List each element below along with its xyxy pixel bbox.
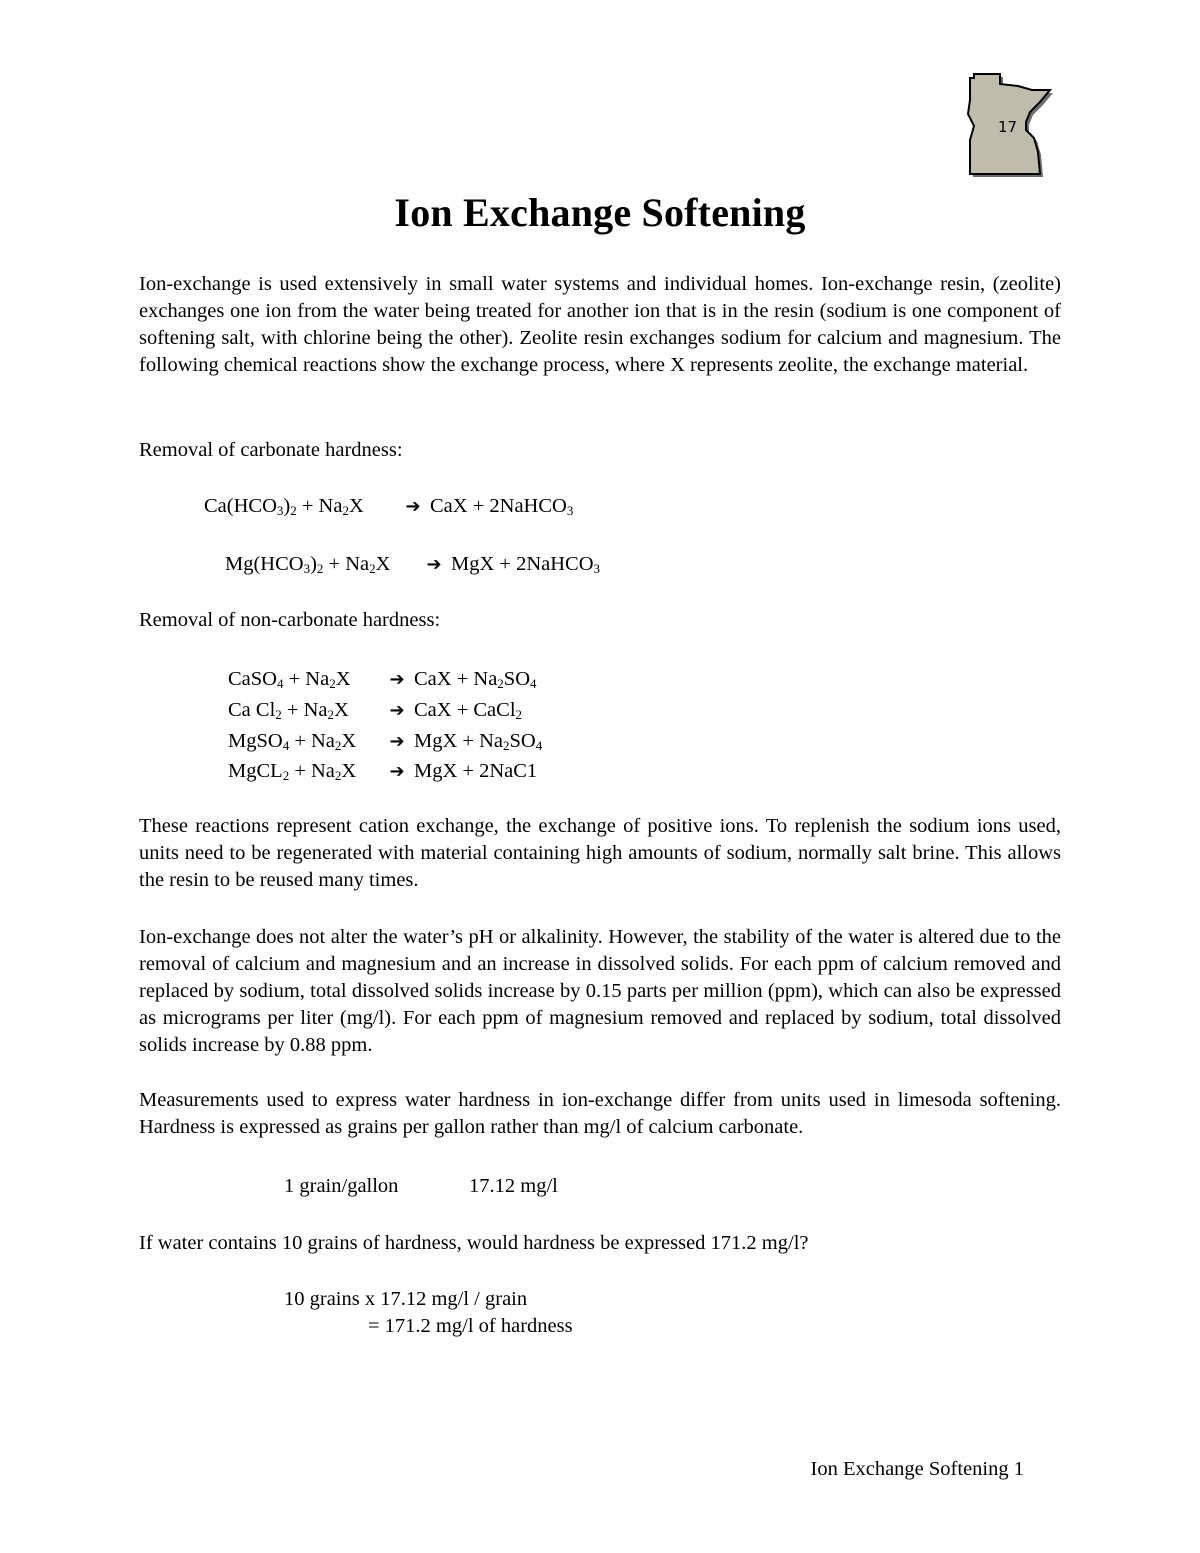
- conversion-left: 1 grain/gallon: [284, 1175, 399, 1197]
- reactant-text: + Na: [289, 760, 335, 782]
- reactant-text: ): [310, 553, 317, 575]
- reactant-text: MgSO: [228, 730, 283, 752]
- product-text: CaX + 2NaHCO: [430, 495, 567, 517]
- equation-reactants: [228, 664, 386, 694]
- equation-noncarbonate-1: [228, 664, 537, 695]
- intro-paragraph: Ion-exchange is used extensively in small water systems and individual homes. Ion-exchange resin, (zeolite) exchanges one ion from the water being treated for another ion that is in the resin (sodium is one component of softening salt, with chlorine being the other). Zeolite resin exchanges sodium for calcium and magnesium. The following chemical reactions show the exchange process, where X represents zeolite, the exchange material.: [139, 273, 1061, 376]
- product-text: SO: [509, 730, 536, 752]
- product-text: SO: [503, 668, 531, 690]
- reactant-text: Ca Cl: [228, 699, 276, 721]
- product-subscript: 2: [515, 707, 523, 722]
- calculation-line-2: = 171.2 mg/l of hardness: [368, 1315, 573, 1337]
- reactant-subscript: 2: [290, 503, 297, 518]
- reactant-text: + Na: [296, 495, 343, 517]
- badge-number: 17: [998, 118, 1018, 136]
- product-subscript: 3: [593, 561, 601, 576]
- reactant-text: + Na: [289, 730, 335, 752]
- ph-alkalinity-paragraph: Ion-exchange does not alter the water’s pH or alkalinity. However, the stability of the water is altered due to the removal of calcium and magnesium and an increase in dissolved solids. For each ppm of calcium removed and replaced by sodium, total dissolved solids increase by 0.15 parts per million (ppm), which can also be expressed as micrograms per liter (mg/l). For each ppm of magnesium removed and replaced by sodium, total dissolved solids increase by 0.88 ppm.: [139, 926, 1061, 1056]
- product-subscript: 2: [497, 676, 504, 691]
- equation-noncarbonate-4: [228, 756, 537, 787]
- reactant-text: Ca(HCO: [204, 495, 277, 517]
- reactant-text: X: [341, 760, 357, 782]
- reactant-subscript: 2: [275, 707, 282, 722]
- arrow-right-icon: ➔: [389, 700, 405, 721]
- product-subscript: 3: [566, 503, 574, 518]
- equation-products: [414, 756, 537, 786]
- conversion-right: 17.12 mg/l: [469, 1175, 558, 1197]
- product-text: MgX + 2NaC1: [414, 760, 538, 782]
- reactant-text: MgCL: [228, 760, 283, 782]
- reactant-subscript: 2: [327, 707, 334, 722]
- reactant-subscript: 2: [369, 561, 376, 576]
- reactant-text: X: [348, 495, 364, 517]
- reactant-text: CaSO: [228, 668, 277, 690]
- reactant-subscript: 4: [276, 676, 284, 691]
- equation-products: [414, 726, 542, 756]
- reactant-subscript: 2: [334, 738, 342, 753]
- reactant-text: X: [335, 668, 351, 690]
- equation-carbonate-calcium: [204, 491, 573, 522]
- reactant-text: X: [341, 730, 357, 752]
- measurement-units-paragraph: Measurements used to express water hardness in ion-exchange differ from units used in limesoda softening. Hardness is expressed as grains per gallon rather than mg/l of calcium carbonate.: [139, 1089, 1061, 1138]
- equation-products: [414, 695, 522, 725]
- equation-reactants: [204, 491, 402, 521]
- equation-noncarbonate-2: [228, 695, 522, 726]
- page-title: Ion Exchange Softening: [394, 190, 806, 235]
- product-text: MgX + 2NaHCO: [451, 553, 594, 575]
- minnesota-shape-icon: [960, 70, 1060, 178]
- reactant-subscript: 4: [282, 738, 290, 753]
- product-text: MgX + Na: [414, 730, 503, 752]
- product-subscript: 4: [530, 676, 537, 691]
- equation-reactants: [225, 549, 423, 579]
- reactant-text: + Na: [283, 668, 330, 690]
- reactant-subscript: 2: [334, 768, 342, 783]
- reactant-text: ): [283, 495, 291, 517]
- reactant-text: X: [375, 553, 391, 575]
- equation-products: [414, 664, 537, 694]
- cation-exchange-paragraph: These reactions represent cation exchange, the exchange of positive ions. To replenish the sodium ions used, units need to be regenerated with material containing high amounts of sodium, normally salt brine. This allows the resin to be reused many times.: [139, 815, 1061, 891]
- calculation-line-1: 10 grains x 17.12 mg/l / grain: [284, 1288, 528, 1310]
- reactant-subscript: 2: [282, 768, 290, 783]
- reactant-subscript: 2: [316, 561, 324, 576]
- arrow-right-icon: ➔: [426, 554, 442, 575]
- product-subscript: 4: [535, 738, 543, 753]
- equation-reactants: [228, 756, 386, 786]
- product-text: CaX + Na: [414, 668, 498, 690]
- reactant-subscript: 3: [303, 561, 311, 576]
- noncarbonate-heading: Removal of non-carbonate hardness:: [139, 609, 441, 631]
- equation-reactants: [228, 695, 386, 725]
- reactant-subscript: 3: [276, 503, 284, 518]
- arrow-right-icon: ➔: [389, 731, 405, 752]
- reactant-text: + Na: [281, 699, 328, 721]
- arrow-right-icon: ➔: [405, 496, 421, 517]
- product-subscript: 2: [503, 738, 510, 753]
- equation-products: [451, 549, 600, 579]
- arrow-right-icon: ➔: [389, 761, 405, 782]
- equation-products: [430, 491, 573, 521]
- carbonate-heading: Removal of carbonate hardness:: [139, 439, 403, 461]
- reactant-text: Mg(HCO: [225, 553, 304, 575]
- reactant-text: X: [334, 699, 349, 721]
- product-text: CaX + CaCl: [414, 699, 516, 721]
- equation-carbonate-magnesium: [225, 549, 600, 580]
- minnesota-map-badge: [960, 70, 1060, 178]
- reactant-text: + Na: [323, 553, 370, 575]
- question-line: If water contains 10 grains of hardness, would hardness be expressed 171.2 mg/l?: [139, 1232, 809, 1254]
- page-footer: Ion Exchange Softening 1: [810, 1458, 1024, 1480]
- reactant-subscript: 2: [342, 503, 349, 518]
- reactant-subscript: 2: [329, 676, 336, 691]
- equation-reactants: [228, 726, 386, 756]
- equation-noncarbonate-3: [228, 726, 542, 757]
- arrow-right-icon: ➔: [389, 669, 405, 690]
